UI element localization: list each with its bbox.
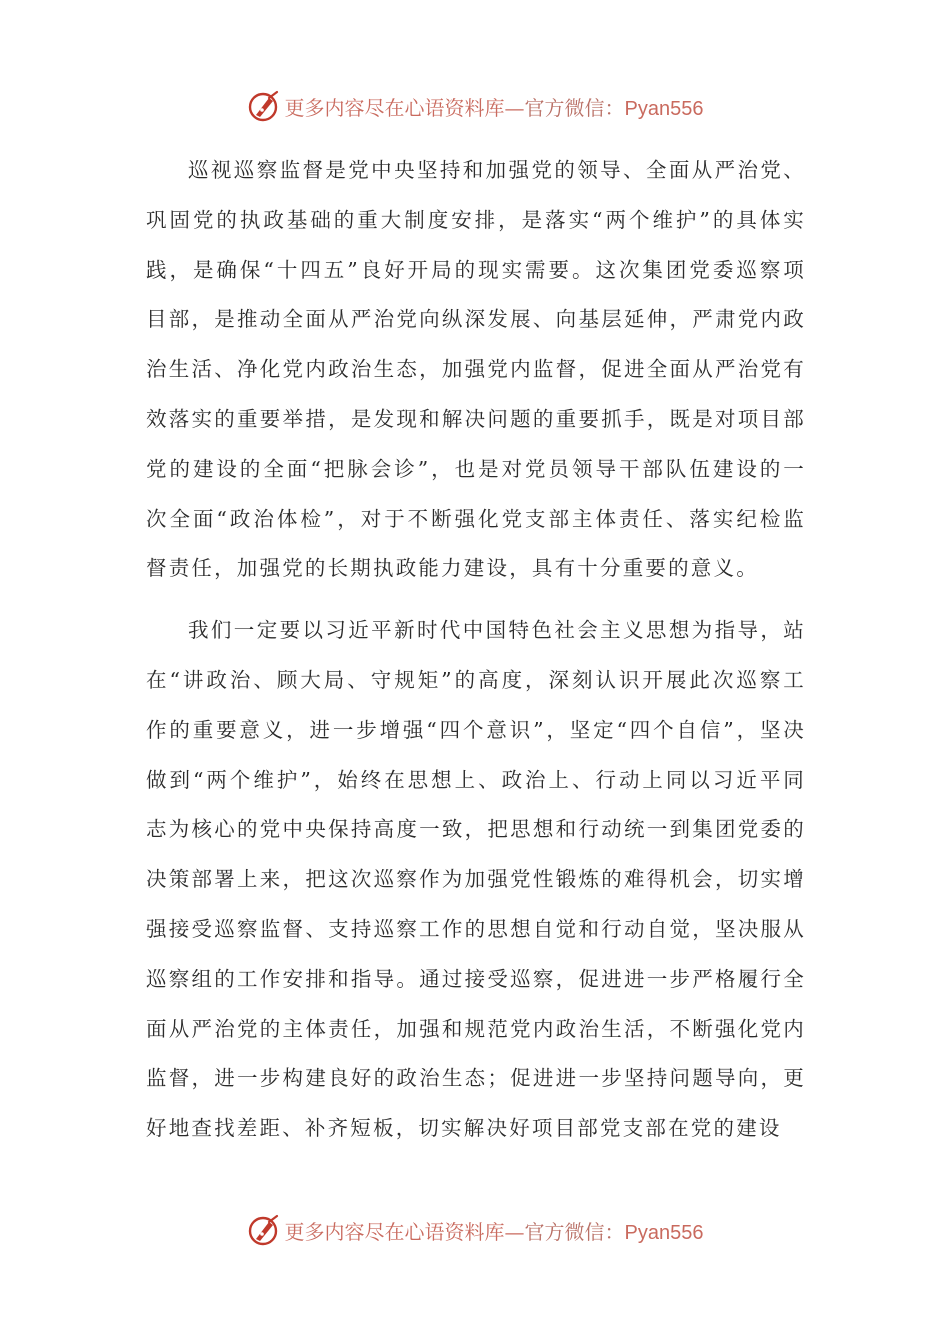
banner-dash: — [504, 1219, 525, 1244]
banner-text [285, 1216, 704, 1245]
banner-wechat-label: 官方微信： [524, 1219, 625, 1244]
pen-nib-circle-icon [247, 1213, 281, 1247]
banner-text [285, 92, 704, 121]
banner-account: Pyan556 [624, 97, 704, 120]
header-banner [0, 86, 950, 126]
banner-dash: — [504, 95, 525, 120]
paragraph-1: 巡视巡察监督是党中央坚持和加强党的领导、全面从严治党、巩固党的执政基础的重大制度安排，是落实“两个维护”的具体实践，是确保“十四五”良好开局的现实需要。这次集团党委巡察项目部，是推动全面从严治党向纵深发展、向基层延伸，严肃党内政治生活、净化党内政治生态，加强党内监督，促进全面从严治党有效落实的重要举措，是发现和解决问题的重要抓手，既是对项目部党的建设的全面“把脉会诊”，也是对党员领导干部队伍建设的一次全面“政治体检”，对于不断强化党支部主体责任、落实纪检监督责任，加强党的长期执政能力建设，具有十分重要的意义。 [146, 158, 806, 581]
footer-banner [0, 1210, 950, 1250]
banner-account: Pyan556 [624, 1221, 704, 1244]
pen-nib-circle-icon [247, 89, 281, 123]
banner-site-text: 更多内容尽在心语资料库 [284, 95, 505, 120]
paragraph-2: 我们一定要以习近平新时代中国特色社会主义思想为指导，站在“讲政治、顾大局、守规矩”的高度，深刻认识开展此次巡察工作的重要意义，进一步增强“四个意识”，坚定“四个自信”，坚决做到“两个维护”，始终在思想上、政治上、行动上同以习近平同志为核心的党中央保持高度一致，把思想和行动统一到集团党委的决策部署上来，把这次巡察作为加强党性锻炼的难得机会，切实增强接受巡察监督、支持巡察工作的思想自觉和行动自觉，坚决服从巡察组的工作安排和指导。通过接受巡察，促进进一步严格履行全面从严治党的主体责任，加强和规范党内政治生活，不断强化党内监督，进一步构建良好的政治生态；促进进一步坚持问题导向，更好地查找差距、补齐短板，切实解决好项目部党支部在党的建设 [146, 618, 806, 1141]
banner-wechat-label: 官方微信： [524, 95, 625, 120]
banner-site-text: 更多内容尽在心语资料库 [284, 1219, 505, 1244]
document-body [146, 146, 806, 1154]
